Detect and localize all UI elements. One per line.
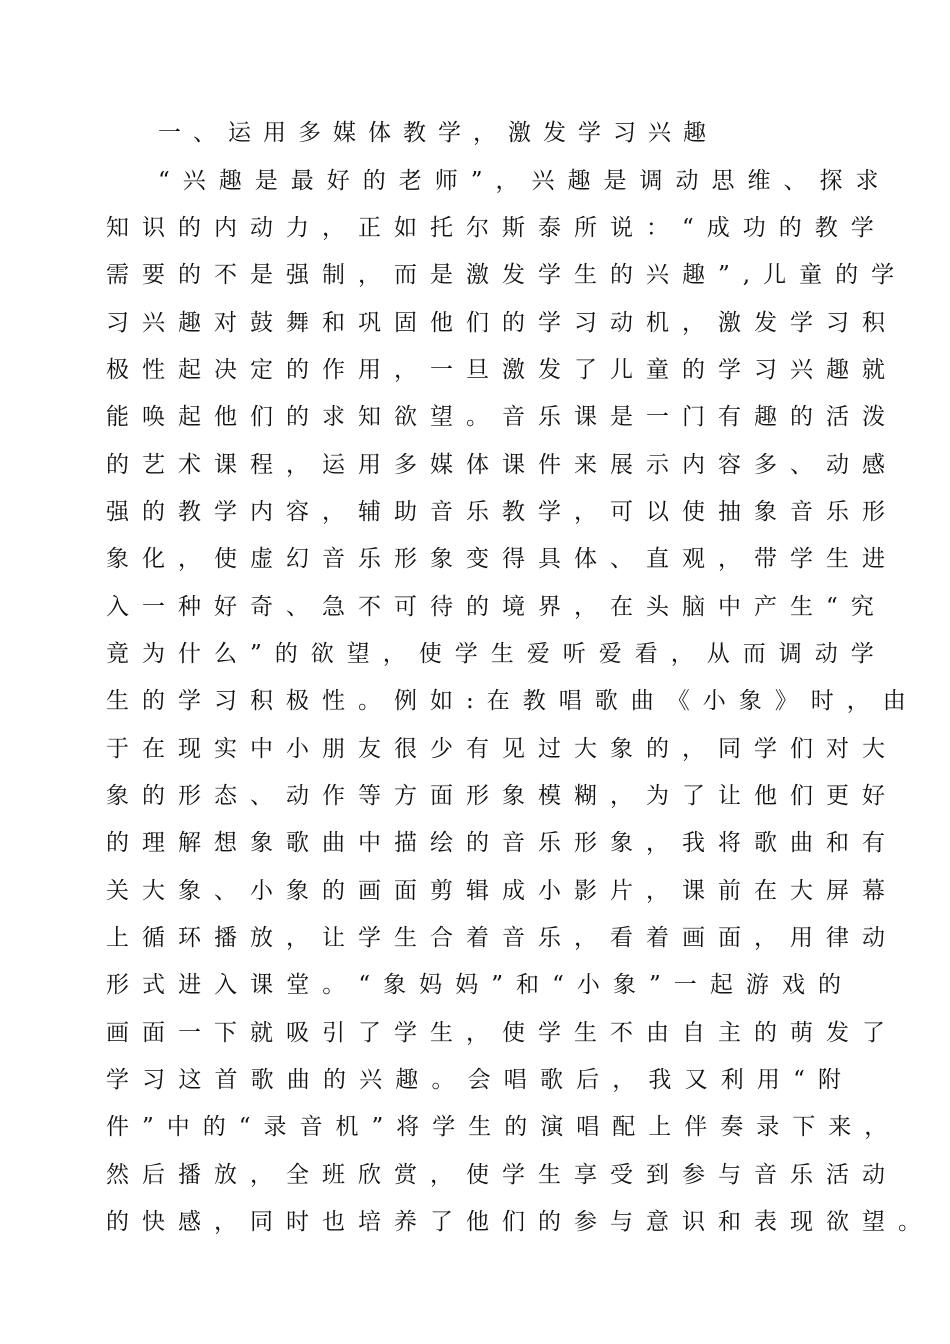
paragraph-line: 然后播放，全班欣赏，使学生享受到参与音乐活动 bbox=[106, 1162, 898, 1188]
paragraph-line: 强的教学内容，辅助音乐教学，可以使抽象音乐形 bbox=[106, 499, 898, 525]
section-heading: 一、运用多媒体教学，激发学习兴趣 bbox=[158, 120, 718, 146]
paragraph-line: 学习这首歌曲的兴趣。会唱歌后，我又利用“附 bbox=[106, 1067, 854, 1093]
paragraph-line: 入一种好奇、急不可待的境界，在头脑中产生“究 bbox=[106, 594, 887, 620]
paragraph-line: 生的学习积极性。例如:在教唱歌曲《小象》时，由 bbox=[106, 688, 919, 714]
paragraph-line: 竟为什么”的欲望，使学生爱听爱看，从而调动学 bbox=[106, 641, 887, 667]
paragraph-line: 习兴趣对鼓舞和巩固他们的学习动机，激发学习积 bbox=[106, 310, 898, 336]
paragraph-line: 于在现实中小朋友很少有见过大象的，同学们对大 bbox=[106, 736, 898, 762]
paragraph-line: 知识的内动力，正如托尔斯泰所说：“成功的教学 bbox=[106, 215, 887, 241]
paragraph-line: 形式进入课堂。“象妈妈”和“小象”一起游戏的 bbox=[106, 972, 854, 998]
paragraph-line: 画面一下就吸引了学生，使学生不由自主的萌发了 bbox=[106, 1020, 898, 1046]
paragraph-line: 的快感，同时也培养了他们的参与意识和表现欲望。 bbox=[106, 1209, 934, 1235]
paragraph-line: 关大象、小象的画面剪辑成小影片，课前在大屏幕 bbox=[106, 878, 898, 904]
paragraph-line: 的艺术课程，运用多媒体课件来展示内容多、动感 bbox=[106, 452, 898, 478]
paragraph-line: 需要的不是强制，而是激发学生的兴趣”,儿童的学 bbox=[106, 262, 908, 288]
paragraph-line: 象的形态、动作等方面形象模糊，为了让他们更好 bbox=[106, 783, 898, 809]
paragraph-line: “兴趣是最好的老师”，兴趣是调动思维、探求 bbox=[158, 168, 892, 194]
paragraph-line: 极性起决定的作用，一旦激发了儿童的学习兴趣就 bbox=[106, 357, 898, 383]
paragraph-line: 上循环播放，让学生合着音乐，看着画面，用律动 bbox=[106, 925, 898, 951]
paragraph-line: 能唤起他们的求知欲望。音乐课是一门有趣的活泼 bbox=[106, 404, 898, 430]
paragraph-line: 件”中的“录音机”将学生的演唱配上伴奏录下来， bbox=[106, 1114, 901, 1140]
paragraph-line: 象化，使虚幻音乐形象变得具体、直观，带学生进 bbox=[106, 546, 898, 572]
paragraph-line: 的理解想象歌曲中描绘的音乐形象，我将歌曲和有 bbox=[106, 830, 898, 856]
